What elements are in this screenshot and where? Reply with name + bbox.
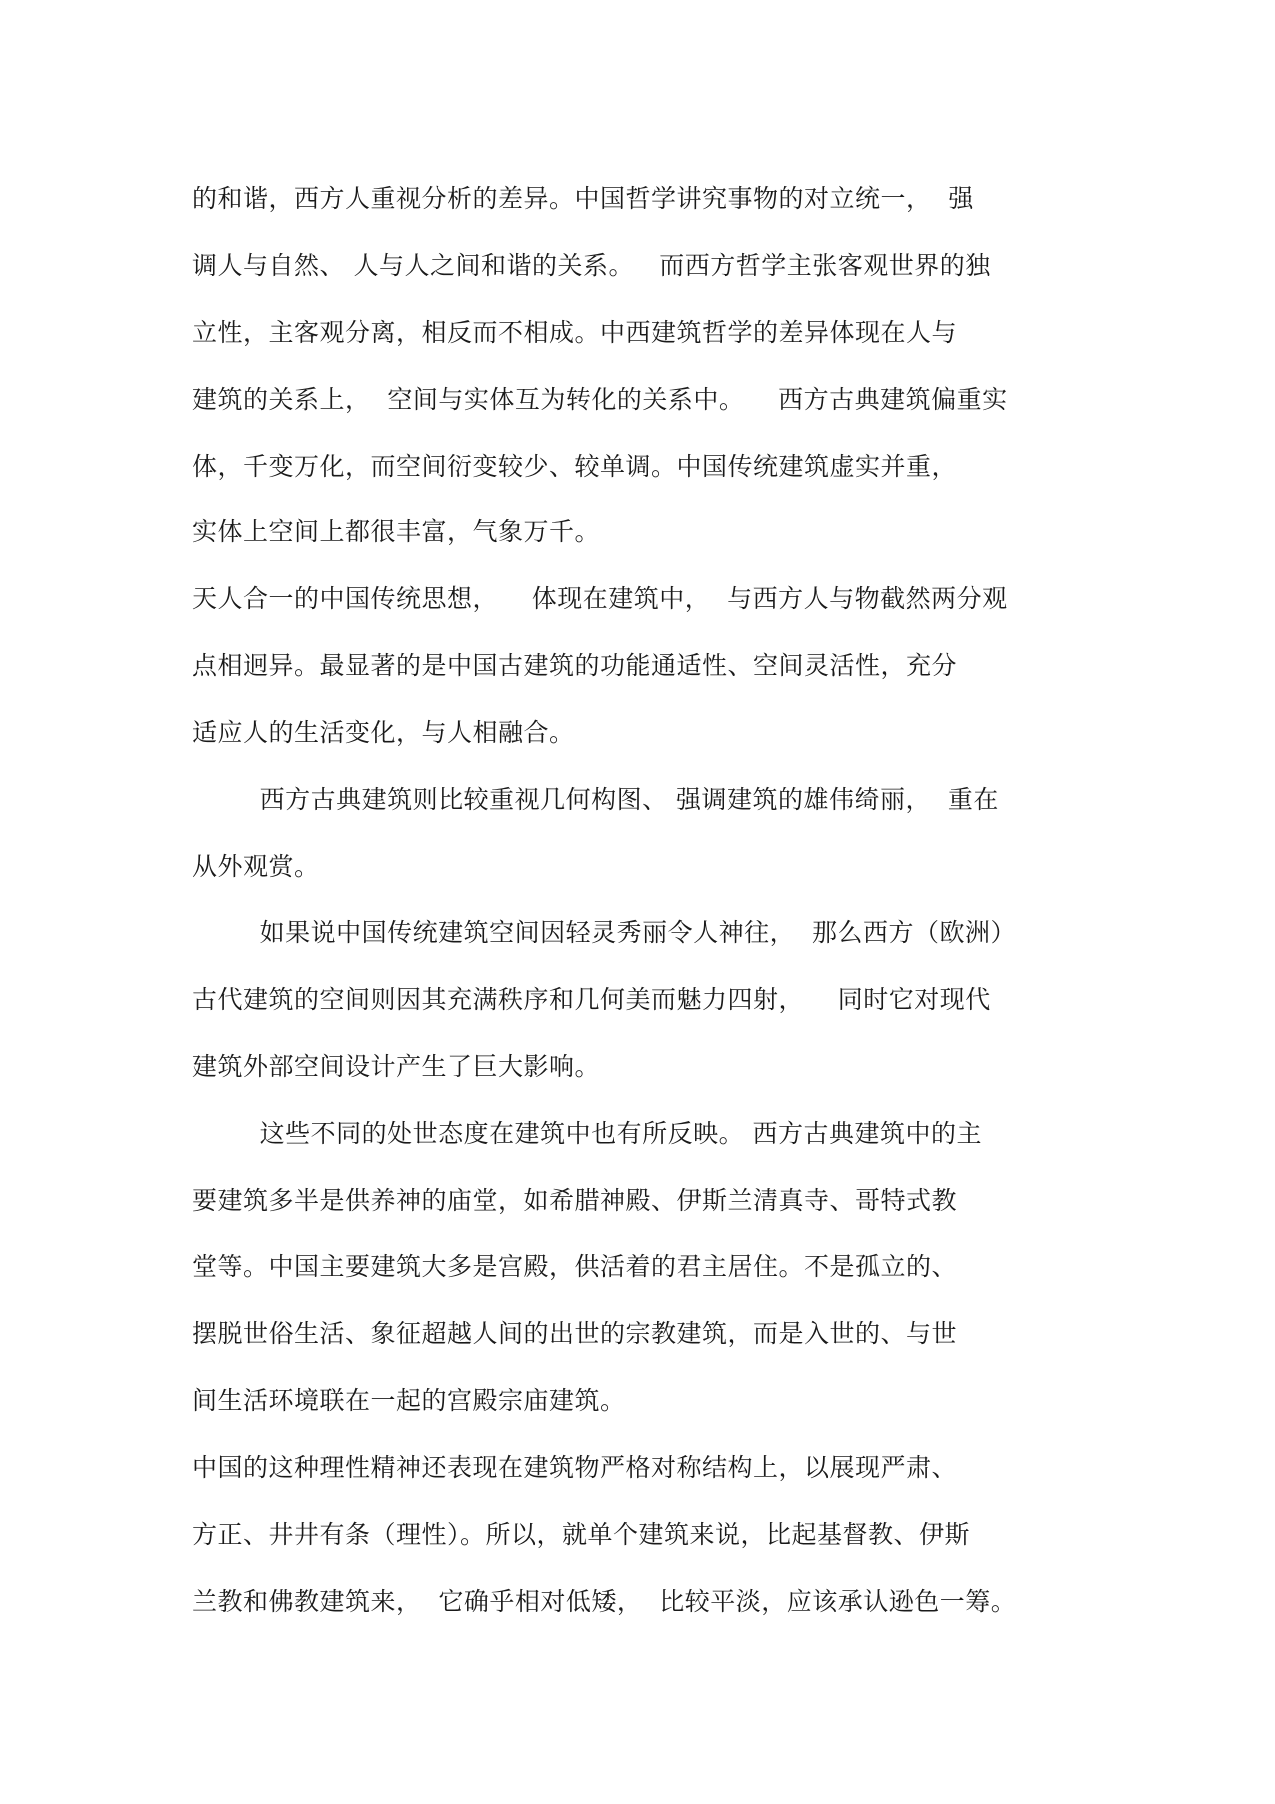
text-line: 天人合一的中国传统思想， 体现在建筑中， 与西方人与物截然两分观 — [192, 584, 1008, 613]
text-line: 堂等。中国主要建筑大多是宫殿，供活着的君主居住。不是孤立的、 — [192, 1252, 958, 1281]
text-line: 从外观赏。 — [192, 852, 320, 881]
text-line: 要建筑多半是供养神的庙堂，如希腊神殿、伊斯兰清真寺、哥特式教 — [192, 1186, 958, 1215]
text-line: 西方古典建筑则比较重视几何构图、 强调建筑的雄伟绮丽， 重在 — [192, 785, 999, 814]
text-line: 实体上空间上都很丰富，气象万千。 — [192, 517, 601, 546]
text-line: 摆脱世俗生活、象征超越人间的出世的宗教建筑，而是入世的、与世 — [192, 1319, 958, 1348]
text-line: 如果说中国传统建筑空间因轻灵秀丽令人神往， 那么西方（欧洲） — [192, 918, 1016, 947]
text-line: 调人与自然、 人与人之间和谐的关系。 而西方哲学主张客观世界的独 — [192, 251, 991, 280]
text-line: 方正、井井有条（理性）。所以，就单个建筑来说，比起基督教、伊斯 — [192, 1520, 971, 1549]
text-line: 建筑外部空间设计产生了巨大影响。 — [192, 1052, 601, 1081]
text-line: 适应人的生活变化，与人相融合。 — [192, 718, 575, 747]
text-line: 立性，主客观分离，相反而不相成。中西建筑哲学的差异体现在人与 — [192, 318, 958, 347]
text-line: 体，千变万化，而空间衍变较少、较单调。中国传统建筑虚实并重， — [192, 452, 958, 481]
text-line: 的和谐，西方人重视分析的差异。中国哲学讲究事物的对立统一， 强 — [192, 184, 974, 213]
text-line: 这些不同的处世态度在建筑中也有所反映。 西方古典建筑中的主 — [192, 1119, 983, 1148]
text-line: 中国的这种理性精神还表现在建筑物严格对称结构上，以展现严肃、 — [192, 1453, 958, 1482]
text-line: 兰教和佛教建筑来， 它确乎相对低矮， 比较平淡，应该承认逊色一筹。 — [192, 1587, 1017, 1616]
text-line: 间生活环境联在一起的宫殿宗庙建筑。 — [192, 1386, 626, 1415]
text-line: 点相迥异。最显著的是中国古建筑的功能通适性、空间灵活性，充分 — [192, 651, 958, 680]
text-line: 建筑的关系上， 空间与实体互为转化的关系中。 西方古典建筑偏重实 — [192, 385, 1008, 414]
text-line: 古代建筑的空间则因其充满秩序和几何美而魅力四射， 同时它对现代 — [192, 985, 991, 1014]
